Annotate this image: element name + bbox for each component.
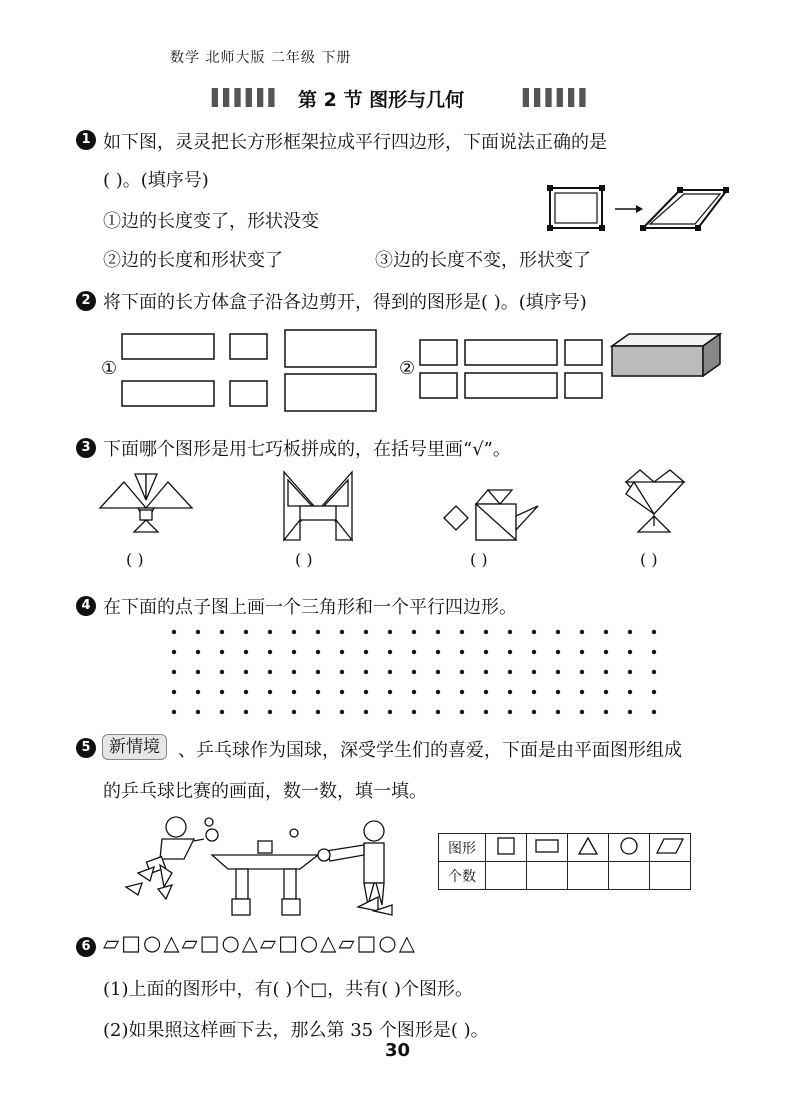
grid-dot[interactable] [436, 650, 440, 654]
grid-dot[interactable] [460, 690, 464, 694]
grid-dot[interactable] [364, 690, 368, 694]
grid-dot[interactable] [364, 670, 368, 674]
grid-dot[interactable] [388, 670, 392, 674]
q1-answer-blank[interactable]: ( )。(填序号) [103, 170, 209, 191]
grid-dot[interactable] [196, 650, 200, 654]
grid-dot[interactable] [220, 630, 224, 634]
table-cell-square-icon [486, 834, 527, 862]
grid-dot[interactable] [532, 670, 536, 674]
grid-dot[interactable] [292, 690, 296, 694]
q3-tangram-figures [98, 470, 698, 550]
grid-dot[interactable] [220, 670, 224, 674]
grid-dot[interactable] [532, 650, 536, 654]
grid-dot[interactable] [316, 650, 320, 654]
table-head-count: 个数 [439, 862, 486, 890]
question-number-2: 2 [76, 291, 96, 311]
question-number-5: 5 [76, 738, 96, 758]
grid-dot[interactable] [196, 710, 200, 714]
grid-dot[interactable] [508, 670, 512, 674]
grid-dot[interactable] [268, 690, 272, 694]
question-number-1: 1 [76, 130, 96, 150]
new-context-tag: 新情境 [102, 734, 167, 760]
grid-dot[interactable] [604, 630, 608, 634]
grid-dot[interactable] [580, 710, 584, 714]
q5-text-line-1: 、乒乓球作为国球，深受学生们的喜爱，下面是由平面图形组成 [178, 740, 682, 761]
grid-dot[interactable] [484, 690, 488, 694]
grid-dot[interactable] [244, 650, 248, 654]
grid-dot[interactable] [412, 690, 416, 694]
q2-option-1-label: ① [101, 358, 118, 379]
grid-dot[interactable] [628, 710, 632, 714]
q1-option-2: ②边的长度和形状变了 [103, 250, 283, 271]
grid-dot[interactable] [388, 650, 392, 654]
grid-dot[interactable] [316, 690, 320, 694]
grid-dot[interactable] [316, 710, 320, 714]
grid-dot[interactable] [268, 670, 272, 674]
q3-answer-blank-1[interactable]: ( ) [126, 550, 144, 569]
grid-dot[interactable] [604, 650, 608, 654]
grid-dot[interactable] [556, 710, 560, 714]
grid-dot[interactable] [556, 670, 560, 674]
grid-dot[interactable] [340, 710, 344, 714]
grid-dot[interactable] [556, 690, 560, 694]
grid-dot[interactable] [364, 650, 368, 654]
grid-dot[interactable] [484, 630, 488, 634]
table-row [439, 834, 691, 862]
q4-text: 在下面的点子图上画一个三角形和一个平行四边形。 [103, 597, 517, 618]
question-number-6: 6 [76, 937, 96, 957]
grid-dot[interactable] [460, 630, 464, 634]
grid-dot[interactable] [340, 650, 344, 654]
grid-dot[interactable] [484, 710, 488, 714]
grid-dot[interactable] [604, 710, 608, 714]
table-cell-parallelogram-icon [650, 834, 691, 862]
table-cell-rectangle-icon [527, 834, 568, 862]
grid-dot[interactable] [508, 630, 512, 634]
grid-dot[interactable] [652, 630, 656, 634]
grid-dot[interactable] [364, 710, 368, 714]
tangram-heart-figure [626, 470, 684, 532]
q5-count-table [438, 833, 691, 890]
grid-dot[interactable] [196, 690, 200, 694]
grid-dot[interactable] [172, 630, 176, 634]
grid-dot[interactable] [292, 630, 296, 634]
grid-dot[interactable] [436, 670, 440, 674]
q2-text: 将下面的长方体盒子沿各边剪开，得到的图形是( )。(填序号) [103, 292, 587, 313]
grid-dot[interactable] [364, 630, 368, 634]
q6-sub-question-1: (1)上面的图形中，有( )个□，共有( )个图形。 [103, 979, 474, 1000]
page-number: 30 [385, 1040, 411, 1061]
grid-dot[interactable] [460, 670, 464, 674]
grid-dot[interactable] [412, 630, 416, 634]
tangram-bird-figure [100, 474, 192, 532]
grid-dot[interactable] [652, 690, 656, 694]
grid-dot[interactable] [268, 630, 272, 634]
count-input-triangle[interactable] [568, 862, 609, 890]
q5-table-tennis-figure [120, 815, 420, 920]
grid-dot[interactable] [220, 710, 224, 714]
table-row [439, 862, 691, 890]
header-bars-left: ▌▌▌▌▌▌ [212, 88, 280, 107]
q4-dot-grid[interactable] [168, 626, 668, 722]
question-number-3: 3 [76, 438, 96, 458]
header-meta: 数学 北师大版 二年级 下册 [170, 50, 352, 66]
grid-dot[interactable] [628, 670, 632, 674]
grid-dot[interactable] [508, 710, 512, 714]
table-cell-circle-icon [609, 834, 650, 862]
grid-dot[interactable] [172, 690, 176, 694]
grid-dot[interactable] [292, 650, 296, 654]
grid-dot[interactable] [436, 710, 440, 714]
q3-answer-blank-2[interactable]: ( ) [295, 550, 313, 569]
grid-dot[interactable] [628, 630, 632, 634]
grid-dot[interactable] [628, 690, 632, 694]
grid-dot[interactable] [532, 630, 536, 634]
q2-box-net-figures [118, 326, 728, 416]
q3-text: 下面哪个图形是用七巧板拼成的，在括号里画“√”。 [103, 439, 511, 460]
grid-dot[interactable] [292, 670, 296, 674]
grid-dot[interactable] [508, 650, 512, 654]
grid-dot[interactable] [340, 690, 344, 694]
q1-text: 如下图，灵灵把长方形框架拉成平行四边形，下面说法正确的是 [103, 132, 607, 153]
grid-dot[interactable] [316, 630, 320, 634]
count-input-circle[interactable] [609, 862, 650, 890]
grid-dot[interactable] [556, 630, 560, 634]
grid-dot[interactable] [580, 630, 584, 634]
grid-dot[interactable] [508, 690, 512, 694]
count-input-square[interactable] [486, 862, 527, 890]
grid-dot[interactable] [460, 710, 464, 714]
grid-dot[interactable] [436, 690, 440, 694]
q1-option-3: ③边的长度不变，形状变了 [375, 250, 591, 271]
q2-option-2-label: ② [399, 358, 416, 379]
grid-dot[interactable] [172, 670, 176, 674]
q6-sub-question-2: (2)如果照这样画下去，那么第 35 个图形是( )。 [103, 1020, 489, 1041]
grid-dot[interactable] [220, 650, 224, 654]
grid-dot[interactable] [196, 630, 200, 634]
tangram-bow-figure [284, 472, 352, 540]
grid-dot[interactable] [412, 670, 416, 674]
table-cell-triangle-icon [568, 834, 609, 862]
grid-dot[interactable] [532, 710, 536, 714]
grid-dot[interactable] [604, 690, 608, 694]
grid-dot[interactable] [244, 670, 248, 674]
grid-dot[interactable] [628, 650, 632, 654]
grid-dot[interactable] [388, 690, 392, 694]
grid-dot[interactable] [412, 710, 416, 714]
q1-option-1: ①边的长度变了，形状没变 [103, 211, 319, 232]
grid-dot[interactable] [196, 670, 200, 674]
grid-dot[interactable] [580, 690, 584, 694]
grid-dot[interactable] [340, 670, 344, 674]
grid-dot[interactable] [316, 670, 320, 674]
grid-dot[interactable] [532, 690, 536, 694]
grid-dot[interactable] [436, 630, 440, 634]
q6-shape-sequence: ▱□○△▱□○△▱□○△▱□○△ [103, 931, 417, 955]
grid-dot[interactable] [556, 650, 560, 654]
grid-dot[interactable] [244, 690, 248, 694]
q3-answer-blank-3[interactable]: ( ) [470, 550, 488, 569]
grid-dot[interactable] [220, 690, 224, 694]
grid-dot[interactable] [268, 710, 272, 714]
grid-dot[interactable] [412, 650, 416, 654]
grid-dot[interactable] [484, 650, 488, 654]
q1-rectangle-to-parallelogram-figure [540, 180, 730, 235]
section-title: 第 2 节 图形与几何 [298, 89, 465, 111]
tangram-teapot-figure [444, 490, 538, 540]
grid-dot[interactable] [652, 670, 656, 674]
grid-dot[interactable] [580, 670, 584, 674]
count-input-rectangle[interactable] [527, 862, 568, 890]
header-bars-right: ▌▌▌▌▌▌ [523, 88, 591, 107]
grid-dot[interactable] [580, 650, 584, 654]
grid-dot[interactable] [172, 710, 176, 714]
table-head-shape: 图形 [439, 834, 486, 862]
q5-text-line-2: 的乒乓球比赛的画面，数一数，填一填。 [103, 781, 427, 802]
grid-dot[interactable] [484, 670, 488, 674]
grid-dot[interactable] [340, 630, 344, 634]
grid-dot[interactable] [652, 710, 656, 714]
grid-dot[interactable] [268, 650, 272, 654]
count-input-parallelogram[interactable] [650, 862, 691, 890]
grid-dot[interactable] [244, 710, 248, 714]
grid-dot[interactable] [244, 630, 248, 634]
grid-dot[interactable] [460, 650, 464, 654]
grid-dot[interactable] [604, 670, 608, 674]
grid-dot[interactable] [388, 710, 392, 714]
question-number-4: 4 [76, 596, 96, 616]
q3-answer-blank-4[interactable]: ( ) [640, 550, 658, 569]
grid-dot[interactable] [292, 710, 296, 714]
grid-dot[interactable] [652, 650, 656, 654]
grid-dot[interactable] [172, 650, 176, 654]
grid-dot[interactable] [388, 630, 392, 634]
